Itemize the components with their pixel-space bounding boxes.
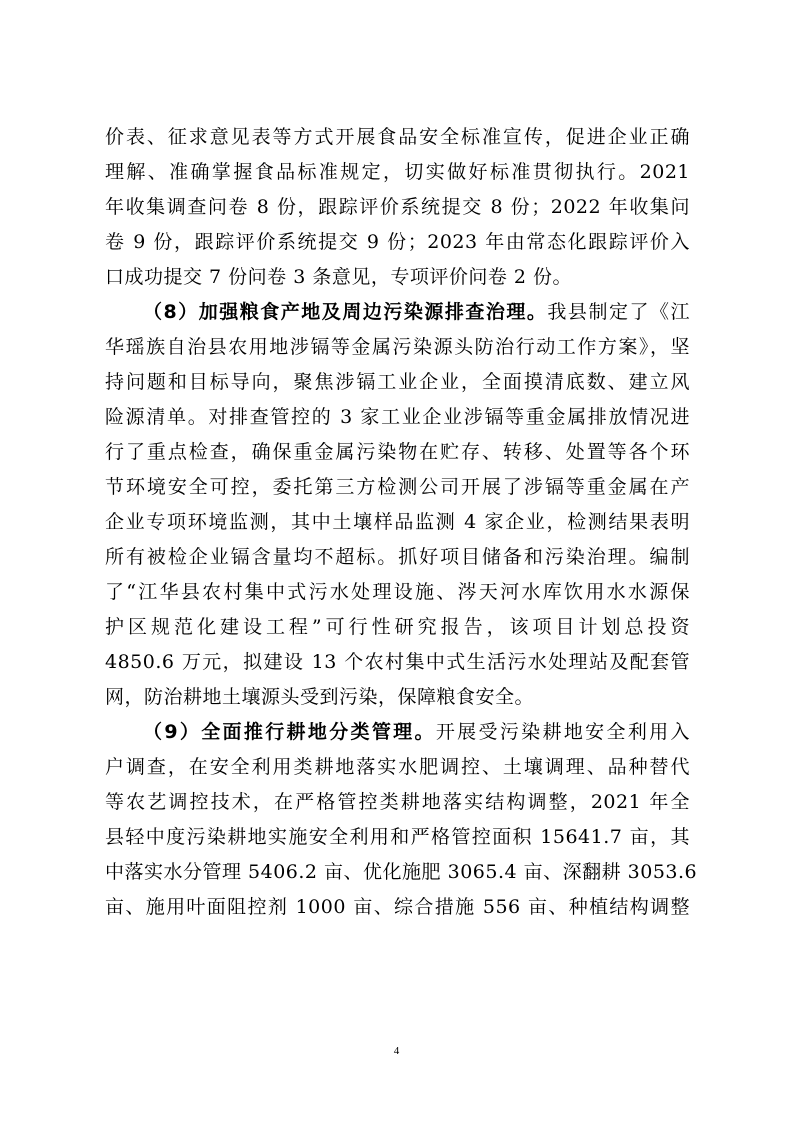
text-line: 口成功提交 7 份问卷 3 条意见，专项评价问卷 2 份。 (105, 266, 573, 288)
text-run: 开展受污染耕地安全利用入 (435, 721, 690, 743)
text-line (105, 295, 690, 330)
text-line: 中落实水分管理 5406.2 亩、优化施肥 3065.4 亩、深翻耕 3053.6 (105, 861, 698, 883)
text-line: 亩、施用叶面阻控剂 1000 亩、综合措施 556 亩、种植结构调整 (105, 896, 690, 918)
text-line: 户调查，在安全利用类耕地落实水肥调控、土壤调理、品种替代 (105, 756, 690, 778)
text-line: 年收集调查问卷 8 份，跟踪评价系统提交 8 份；2022 年收集问 (105, 196, 690, 218)
text-line: 等农艺调控技术，在严格管控类耕地落实结构调整，2021 年全 (105, 791, 690, 813)
text-line: 企业专项环境监测，其中土壤样品监测 4 家企业，检测结果表明 (105, 511, 690, 533)
page-number: 4 (393, 1045, 400, 1057)
paragraph (105, 715, 698, 925)
text-line: 所有被检企业镉含量均不超标。抓好项目储备和污染治理。编制 (105, 546, 690, 568)
text-line: 护区规范化建设工程”可行性研究报告，该项目计划总投资 (105, 616, 690, 638)
text-line: 县轻中度污染耕地实施安全利用和严格管控面积 15641.7 亩，其 (105, 826, 690, 848)
text-line: 了“江华县农村集中式污水处理设施、涔天河水库饮用水水源保 (105, 581, 690, 603)
paragraph (105, 295, 690, 715)
text-run: 我县制定了《江 (547, 301, 690, 323)
text-line: 4850.6 万元，拟建设 13 个农村集中式生活污水处理站及配套管 (105, 651, 690, 673)
text-line: 网，防治耕地土壤源头受到污染，保障粮食安全。 (105, 686, 535, 708)
paragraph (105, 120, 690, 295)
document-body (105, 120, 698, 925)
section-heading: （9）全面推行耕地分类管理。 (143, 721, 436, 743)
text-line: 险源清单。对排查管控的 3 家工业企业涉镉等重金属排放情况进 (105, 406, 690, 428)
text-line: 持问题和目标导向，聚焦涉镉工业企业，全面摸清底数、建立风 (105, 371, 690, 393)
text-line: 节环境安全可控，委托第三方检测公司开展了涉镉等重金属在产 (105, 476, 690, 498)
text-line: 理解、准确掌握食品标准规定，切实做好标准贯彻执行。2021 (105, 161, 690, 183)
text-line: 卷 9 份，跟踪评价系统提交 9 份；2023 年由常态化跟踪评价入 (105, 231, 690, 253)
section-heading: （8）加强粮食产地及周边污染源排查治理。 (143, 301, 548, 323)
text-line: 华瑶族自治县农用地涉镉等金属污染源头防治行动工作方案》，坚 (105, 336, 690, 358)
text-line: 行了重点检查，确保重金属污染物在贮存、转移、处置等各个环 (105, 441, 690, 463)
text-line: 价表、征求意见表等方式开展食品安全标准宣传，促进企业正确 (105, 126, 690, 148)
text-line (105, 715, 690, 750)
